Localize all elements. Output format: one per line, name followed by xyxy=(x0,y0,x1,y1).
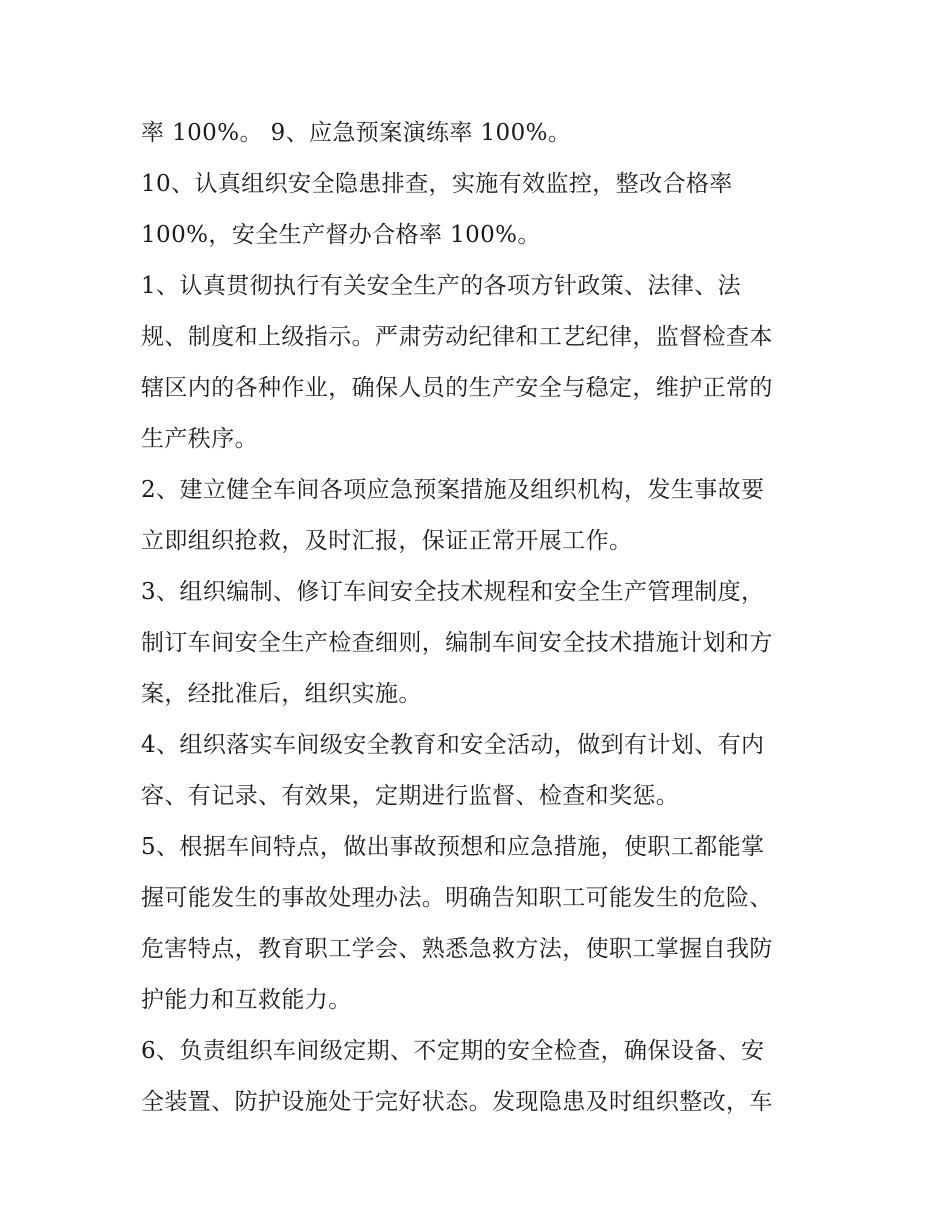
text-line: 规、制度和上级指示。严肃劳动纪律和工艺纪律，监督检查本 xyxy=(141,324,773,350)
text-line: 生产秩序。 xyxy=(141,426,258,452)
text-line: 3、组织编制、修订车间安全技术规程和安全生产管理制度， xyxy=(141,579,765,605)
text-line: 握可能发生的事故处理办法。明确告知职工可能发生的危险、 xyxy=(141,885,773,911)
text-line: 100%，安全生产督办合格率 100%。 xyxy=(141,222,541,248)
text-line: 5、根据车间特点，做出事故预想和应急措施，使职工都能掌 xyxy=(141,834,765,860)
text-line: 2、建立健全车间各项应急预案措施及组织机构，发生事故要 xyxy=(141,477,765,503)
text-line: 率 100%。 9、应急预案演练率 100%。 xyxy=(141,120,572,146)
text-line: 立即组织抢救，及时汇报，保证正常开展工作。 xyxy=(141,528,633,554)
text-line: 1、认真贯彻执行有关安全生产的各项方针政策、法律、法 xyxy=(141,273,742,299)
text-line: 辖区内的各种作业，确保人员的生产安全与稳定，维护正常的 xyxy=(141,375,773,401)
text-line: 容、有记录、有效果，定期进行监督、检查和奖惩。 xyxy=(141,783,680,809)
text-line: 全装置、防护设施处于完好状态。发现隐患及时组织整改，车 xyxy=(141,1089,773,1115)
text-line: 案，经批准后，组织实施。 xyxy=(141,681,422,707)
text-line: 6、负责组织车间级定期、不定期的安全检查，确保设备、安 xyxy=(141,1038,765,1064)
text-line: 10、认真组织安全隐患排查，实施有效监控，整改合格率 xyxy=(141,171,733,197)
text-line: 护能力和互救能力。 xyxy=(141,987,352,1013)
text-line: 制订车间安全生产检查细则，编制车间安全技术措施计划和方 xyxy=(141,630,773,656)
text-line: 危害特点，教育职工学会、熟悉急救方法，使职工掌握自我防 xyxy=(141,936,773,962)
document-body xyxy=(141,108,821,1128)
text-line: 4、组织落实车间级安全教育和安全活动，做到有计划、有内 xyxy=(141,732,765,758)
